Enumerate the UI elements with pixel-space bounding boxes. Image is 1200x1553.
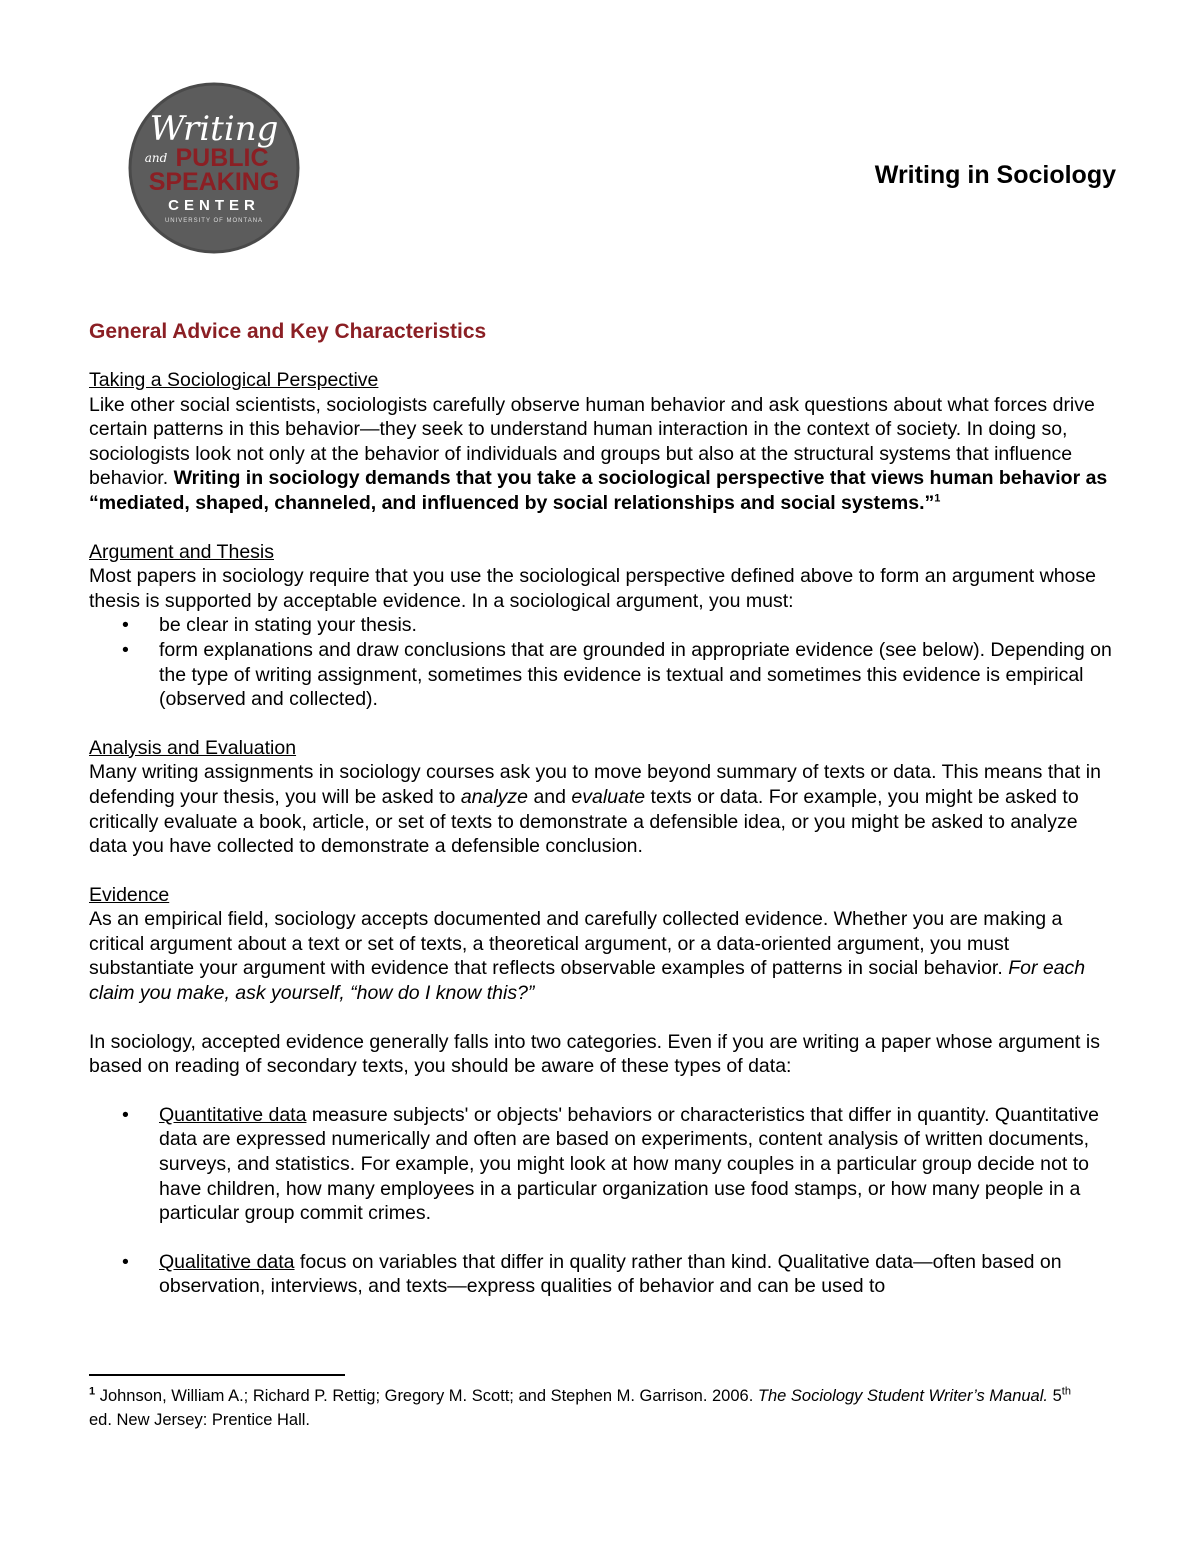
qualitative-term: Qualitative data bbox=[159, 1250, 295, 1273]
logo-writing-text: Writing bbox=[149, 109, 279, 149]
analysis-paragraph: Many writing assignments in sociology courses ask you to move beyond summary of texts or data. This means that in defending your thesis, you will be asked to analyze and evaluate texts or data. For example, you might be asked to critically evaluate a book, article, or set of texts to demonstrate a defensible idea, or you might be asked to analyze data you have collected to demonstrate a defensible conclusion. bbox=[89, 761, 1101, 858]
footnote-mark: 1 bbox=[89, 1385, 96, 1398]
analysis-heading: Analysis and Evaluation bbox=[89, 736, 297, 759]
footnote-book-title: The Sociology Student Writer’s Manual. bbox=[757, 1387, 1048, 1405]
argument-list bbox=[89, 613, 1119, 711]
bullet-icon: • bbox=[122, 1103, 129, 1126]
footnote-divider bbox=[89, 1374, 345, 1376]
perspective-paragraph bbox=[89, 393, 1119, 516]
logo-center-text: CENTER bbox=[168, 197, 260, 214]
evidence-heading: Evidence bbox=[89, 883, 170, 906]
perspective-text: Like other social scientists, sociologists carefully observe human behavior and ask questions about what forces drive certain patterns in this behavior—they seek to understand human interaction in the context of society. In doing so, sociologists look not only at the behavior of individuals and groups but also at the structural systems that influence behavior. bbox=[89, 393, 1095, 490]
categories-intro: In sociology, accepted evidence generally falls into two categories. Even if you are writing a paper whose argument is based on reading of secondary texts, you should be aware of these types of data: bbox=[89, 1030, 1100, 1078]
argument-heading: Argument and Thesis bbox=[89, 540, 274, 563]
bullet-icon: • bbox=[122, 614, 129, 637]
footnote-reference[interactable]: 1 bbox=[934, 492, 941, 505]
footnote-edition-suffix: th bbox=[1061, 1385, 1071, 1398]
quantitative-term: Quantitative data bbox=[159, 1103, 307, 1126]
list-item: • Quantitative data measure subjects' or objects' behaviors or characteristics that differ in quantity. Quantitative data are expressed numerically and often are based on experiments, content analysis of written documents, surveys, and statistics. For example, you might look at how many couples in a particular group decide not to have children, how many employees in a particular organization use food stamps, or how many people in a particular group commit crimes. bbox=[122, 1103, 1099, 1225]
logo-speaking-text: SPEAKING bbox=[148, 168, 280, 196]
section-heading: General Advice and Key Characteristics bbox=[89, 320, 487, 343]
logo-university-text: UNIVERSITY OF MONTANA bbox=[164, 218, 264, 224]
list-item: • be clear in stating your thesis. bbox=[122, 614, 417, 637]
evidence-paragraph: As an empirical field, sociology accepts documented and carefully collected evidence. Whether you are making a critical argument about a text or set of texts, a theoretical argument, or a data-oriented argument, you must substantiate your argument with evidence that reflects observable examples of patterns in social behavior. For each claim you make, ask yourself, “how do I know this?” bbox=[89, 908, 1086, 1005]
document-body bbox=[89, 318, 1119, 1323]
perspective-bold-text: Writing in sociology demands that you take a sociological perspective that views human behavior as “mediated, shaped, channeled, and influenced by social relationships and social systems.” bbox=[89, 467, 1108, 514]
categories-list bbox=[89, 1103, 1119, 1299]
categories-section bbox=[89, 1030, 1119, 1299]
writing-center-logo bbox=[128, 82, 300, 254]
list-item: • form explanations and draw conclusions that are grounded in appropriate evidence (see below). Depending on the type of writing assignment, sometimes this evidence is textual and sometimes this evidence is empirical (observed and collected). bbox=[122, 638, 1112, 711]
analysis-section bbox=[89, 736, 1119, 859]
list-item: • Qualitative data focus on variables that differ in quality rather than kind. Qualitative data—often based on observation, interviews, and texts—express qualities of behavior and can be used to bbox=[122, 1250, 1062, 1298]
bullet-icon: • bbox=[122, 1250, 129, 1273]
evidence-italic-text: For each claim you make, ask yourself, “how do I know this?” bbox=[89, 957, 1086, 1005]
bullet-icon: • bbox=[122, 638, 129, 661]
argument-section bbox=[89, 540, 1119, 712]
footnote: $^1$ Johnson, William A.; Richard P. Rettig; Gregory M. Scott; and Stephen M. Garrison. 2006. The Sociology Student Writer’s Manual. 5th ed. New Jersey: Prentice Hall. bbox=[89, 1385, 1071, 1429]
evidence-section bbox=[89, 883, 1119, 1006]
logo-public-text: PUBLIC bbox=[175, 144, 269, 172]
argument-paragraph: Most papers in sociology require that you use the sociological perspective defined above to form an argument whose thesis is supported by acceptable evidence. In a sociological argument, you must: bbox=[89, 565, 1096, 612]
analyze-term: analyze bbox=[460, 785, 529, 808]
logo-and-text: and bbox=[144, 151, 168, 165]
perspective-section bbox=[89, 368, 1119, 516]
evaluate-term: evaluate bbox=[571, 785, 646, 808]
perspective-heading: Taking a Sociological Perspective bbox=[89, 369, 379, 391]
document-title: Writing in Sociology bbox=[874, 161, 1116, 189]
